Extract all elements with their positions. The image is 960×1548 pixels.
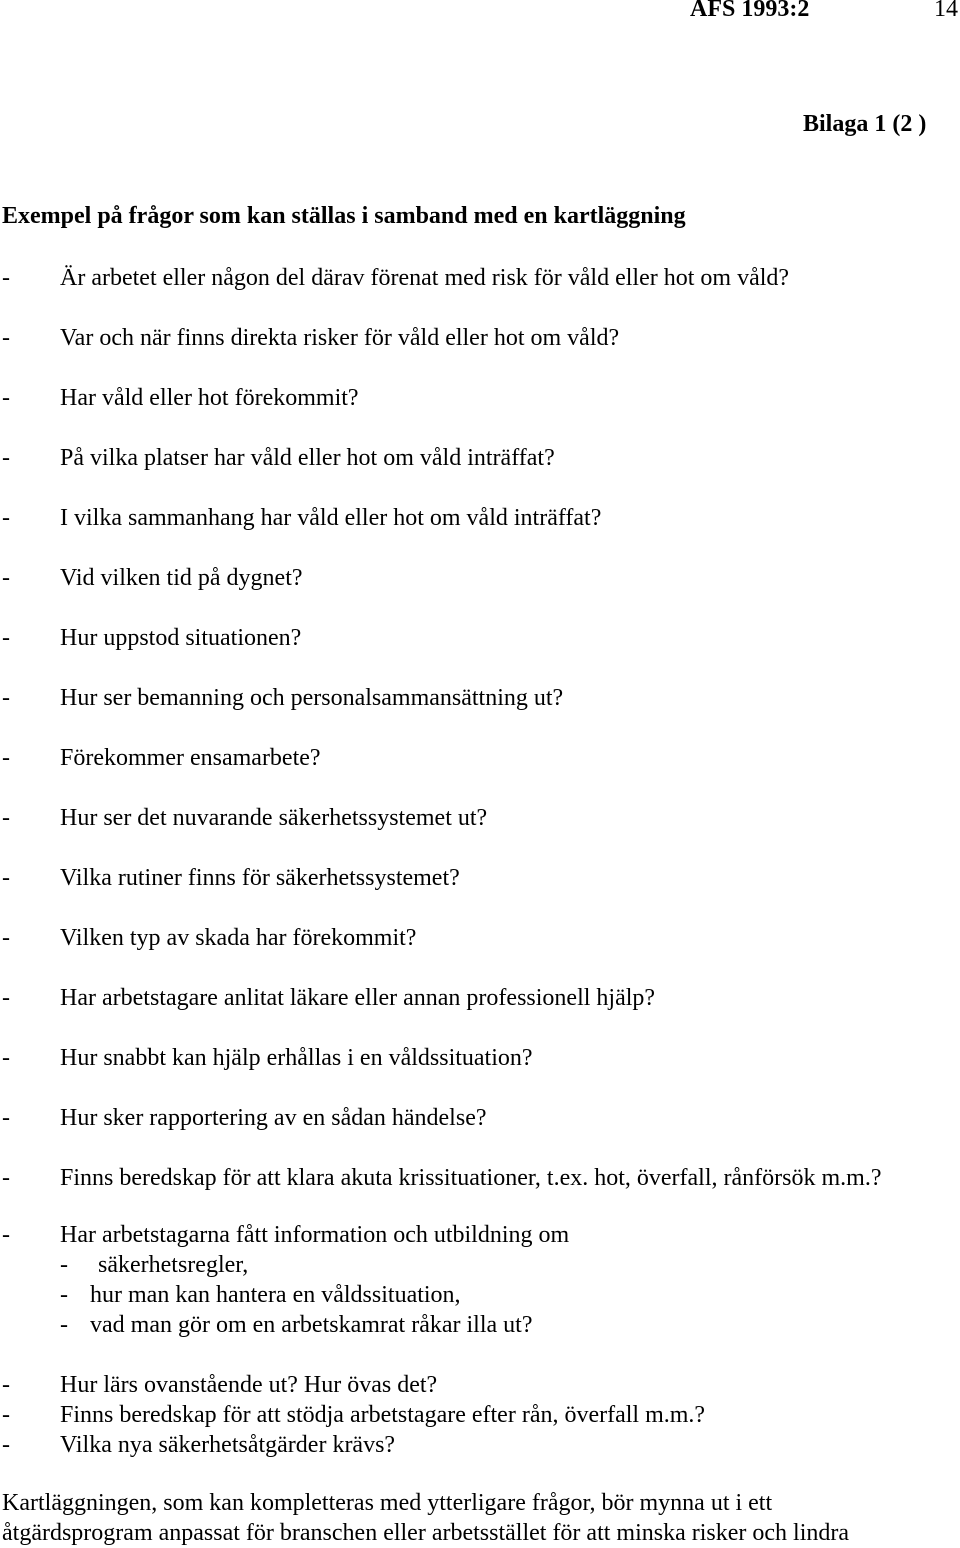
list-dash: - [2,265,10,291]
question-text: Hur ser bemanning och personalsammansättning ut? [60,685,564,711]
list-dash: - [2,1372,10,1398]
appendix-label: Bilaga 1 (2 ) [803,111,927,137]
question-text: I vilka sammanhang har våld eller hot om våld inträffat? [60,505,602,531]
question-text: Finns beredskap för att klara akuta krissituationer, t.ex. hot, överfall, rånförsök m.m.? [60,1165,882,1191]
list-dash: - [60,1312,68,1338]
list-dash: - [2,1402,10,1428]
list-dash: - [2,385,10,411]
question-text: Finns beredskap för att stödja arbetstagare efter rån, överfall m.m.? [60,1402,706,1428]
question-text: Hur lärs ovanstående ut? Hur övas det? [60,1372,438,1398]
question-text: Hur sker rapportering av en sådan händelse? [60,1105,487,1131]
list-dash: - [2,505,10,531]
question-text: Var och när finns direkta risker för våld eller hot om våld? [60,325,620,351]
list-dash: - [2,1222,10,1248]
sub-question-text: hur man kan hantera en våldssituation, [90,1282,461,1308]
question-text: Hur snabbt kan hjälp erhållas i en våldssituation? [60,1045,533,1071]
question-text: På vilka platser har våld eller hot om våld inträffat? [60,445,555,471]
section-heading: Exempel på frågor som kan ställas i samband med en kartläggning [2,203,686,229]
list-dash: - [2,1165,10,1191]
question-text: Hur ser det nuvarande säkerhetssystemet ut? [60,805,488,831]
list-dash: - [2,805,10,831]
question-text: Vilken typ av skada har förekommit? [60,925,417,951]
question-text: Har våld eller hot förekommit? [60,385,359,411]
list-dash: - [2,325,10,351]
closing-paragraph-line: åtgärdsprogram anpassat för branschen eller arbetsstället för att minska risker och lindra [2,1520,850,1546]
question-text: Vilka nya säkerhetsåtgärder krävs? [60,1432,396,1458]
list-dash: - [2,745,10,771]
question-text: Vid vilken tid på dygnet? [60,565,303,591]
list-dash: - [2,925,10,951]
question-text: Vilka rutiner finns för säkerhetssystemet? [60,865,460,891]
sub-question-text: säkerhetsregler, [98,1252,249,1278]
list-dash: - [2,565,10,591]
list-dash: - [2,985,10,1011]
question-text: Har arbetstagarna fått information och utbildning om [60,1222,570,1248]
list-dash: - [2,445,10,471]
list-dash: - [2,1432,10,1458]
question-text: Förekommer ensamarbete? [60,745,321,771]
question-text: Har arbetstagare anlitat läkare eller annan professionell hjälp? [60,985,656,1011]
list-dash: - [2,685,10,711]
page-number: 14 [934,0,958,22]
question-text: Är arbetet eller någon del därav förenat med risk för våld eller hot om våld? [60,265,790,291]
document-reference: AFS 1993:2 [690,0,810,22]
closing-paragraph-line: Kartläggningen, som kan kompletteras med ytterligare frågor, bör mynna ut i ett [2,1490,773,1516]
question-text: Hur uppstod situationen? [60,625,302,651]
sub-question-text: vad man gör om en arbetskamrat råkar illa ut? [90,1312,533,1338]
list-dash: - [60,1252,68,1278]
list-dash: - [2,1045,10,1071]
list-dash: - [2,865,10,891]
list-dash: - [2,625,10,651]
list-dash: - [2,1105,10,1131]
list-dash: - [60,1282,68,1308]
